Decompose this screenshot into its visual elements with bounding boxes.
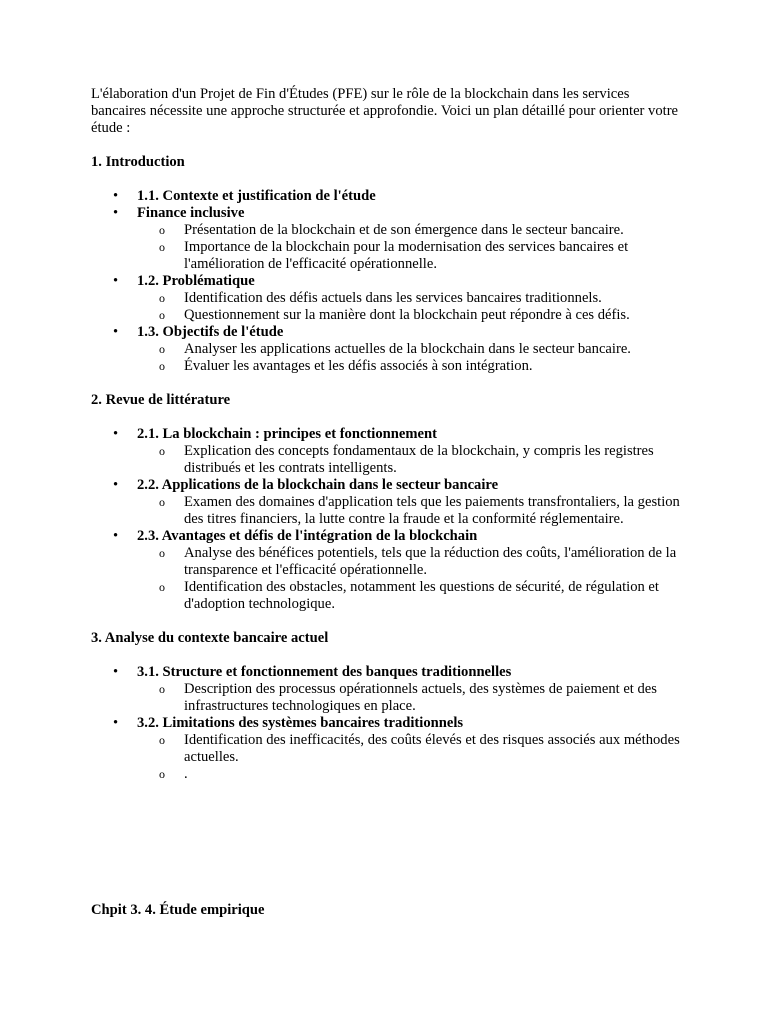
sub-list-item: [137, 545, 681, 579]
bullet-icon: •: [113, 477, 119, 493]
sub-list-item-text: Description des processus opérationnels actuels, des systèmes de paiement et des infrastructures technologiques en place.: [184, 681, 657, 714]
circle-bullet-icon: o: [159, 240, 165, 254]
circle-bullet-icon: o: [159, 308, 165, 322]
bullet-icon: •: [113, 715, 119, 731]
sub-list-item-text: Questionnement sur la manière dont la blockchain peut répondre à ces défis.: [184, 307, 630, 323]
bullet-list: [91, 664, 681, 783]
sub-list-item-text: Identification des défis actuels dans les services bancaires traditionnels.: [184, 290, 602, 306]
sub-list: [137, 443, 681, 477]
list-item-title: 3.2. Limitations des systèmes bancaires traditionnels: [137, 715, 464, 731]
circle-bullet-icon: o: [159, 444, 165, 458]
sub-list-item-text: Évaluer les avantages et les défis associés à son intégration.: [184, 358, 533, 374]
section-heading: 2. Revue de littérature: [91, 392, 231, 408]
bullet-list: [91, 188, 681, 375]
list-item: [91, 205, 681, 273]
sub-list-item: [137, 307, 681, 324]
sub-list: [137, 341, 681, 375]
sub-list-item-text: Analyse des bénéfices potentiels, tels que la réduction des coûts, l'amélioration de la transparence et l'efficacité opérationnelle.: [184, 545, 677, 578]
sub-list-item-text: Importance de la blockchain pour la modernisation des services bancaires et l'amélioration de l'efficacité opérationnelle.: [184, 239, 629, 272]
sub-list-item: [137, 341, 681, 358]
bullet-list: [91, 426, 681, 613]
list-item-title: 1.3. Objectifs de l'étude: [137, 324, 284, 340]
bullet-icon: •: [113, 324, 119, 340]
circle-bullet-icon: o: [159, 682, 165, 696]
list-item-title: 3.1. Structure et fonctionnement des banques traditionnelles: [137, 664, 512, 680]
circle-bullet-icon: o: [159, 359, 165, 373]
sub-list-item-text: Identification des obstacles, notamment les questions de sécurité, de régulation et d'adoption technologique.: [184, 579, 659, 612]
blank-space: [91, 783, 681, 902]
intro-paragraph: L'élaboration d'un Projet de Fin d'Études (PFE) sur le rôle de la blockchain dans les services bancaires nécessite une approche structurée et approfondie. Voici un plan détaillé pour orienter votre étude :: [91, 86, 679, 136]
sub-list: [137, 290, 681, 324]
bullet-icon: •: [113, 205, 119, 221]
circle-bullet-icon: o: [159, 342, 165, 356]
sub-list-item-text: .: [184, 766, 188, 782]
circle-bullet-icon: o: [159, 767, 165, 781]
sub-list-item-text: Analyser les applications actuelles de la blockchain dans le secteur bancaire.: [184, 341, 631, 357]
sub-list-item: [137, 494, 681, 528]
section-heading: 1. Introduction: [91, 154, 185, 170]
bullet-icon: •: [113, 664, 119, 680]
list-item-title: 2.2. Applications de la blockchain dans le secteur bancaire: [137, 477, 499, 493]
sub-list-item-text: Présentation de la blockchain et de son émergence dans le secteur bancaire.: [184, 222, 624, 238]
circle-bullet-icon: o: [159, 546, 165, 560]
sub-list-item: [137, 681, 681, 715]
list-item-title: 1.2. Problématique: [137, 273, 255, 289]
list-item: [91, 426, 681, 477]
sub-list-item: [137, 766, 681, 783]
sub-list-item-text: Explication des concepts fondamentaux de la blockchain, y compris les registres distribués et les contrats intelligents.: [184, 443, 654, 476]
sub-list: [137, 732, 681, 783]
list-item-title: 2.1. La blockchain : principes et fonctionnement: [137, 426, 437, 442]
circle-bullet-icon: o: [159, 291, 165, 305]
list-item: [91, 273, 681, 324]
sub-list: [137, 222, 681, 273]
sub-list-item: [137, 732, 681, 766]
final-heading: Chpit 3. 4. Étude empirique: [91, 902, 265, 918]
list-item: [91, 664, 681, 715]
list-item: [91, 477, 681, 528]
sub-list: [137, 494, 681, 528]
bullet-icon: •: [113, 188, 119, 204]
sub-list-item-text: Identification des inefficacités, des coûts élevés et des risques associés aux méthodes actuelles.: [184, 732, 680, 765]
sub-list-item: [137, 579, 681, 613]
circle-bullet-icon: o: [159, 495, 165, 509]
section-heading: 3. Analyse du contexte bancaire actuel: [91, 630, 329, 646]
sub-list-item-text: Examen des domaines d'application tels que les paiements transfrontaliers, la gestion des titres financiers, la lutte contre la fraude et la conformité réglementaire.: [184, 494, 680, 527]
sub-list-item: [137, 358, 681, 375]
list-item: [91, 528, 681, 613]
sub-list: [137, 545, 681, 613]
sub-list-item: [137, 290, 681, 307]
list-item: [91, 715, 681, 783]
sections-container: [91, 154, 681, 783]
list-item-title: 1.1. Contexte et justification de l'étude: [137, 188, 376, 204]
circle-bullet-icon: o: [159, 223, 165, 237]
list-item: [91, 188, 681, 205]
sub-list-item: [137, 443, 681, 477]
list-item-title: Finance inclusive: [137, 205, 245, 221]
circle-bullet-icon: o: [159, 580, 165, 594]
sub-list-item: [137, 239, 681, 273]
circle-bullet-icon: o: [159, 733, 165, 747]
list-item: [91, 324, 681, 375]
document-page: [91, 86, 681, 919]
list-item-title: 2.3. Avantages et défis de l'intégration de la blockchain: [137, 528, 478, 544]
bullet-icon: •: [113, 273, 119, 289]
sub-list-item: [137, 222, 681, 239]
bullet-icon: •: [113, 426, 119, 442]
sub-list: [137, 681, 681, 715]
bullet-icon: •: [113, 528, 119, 544]
